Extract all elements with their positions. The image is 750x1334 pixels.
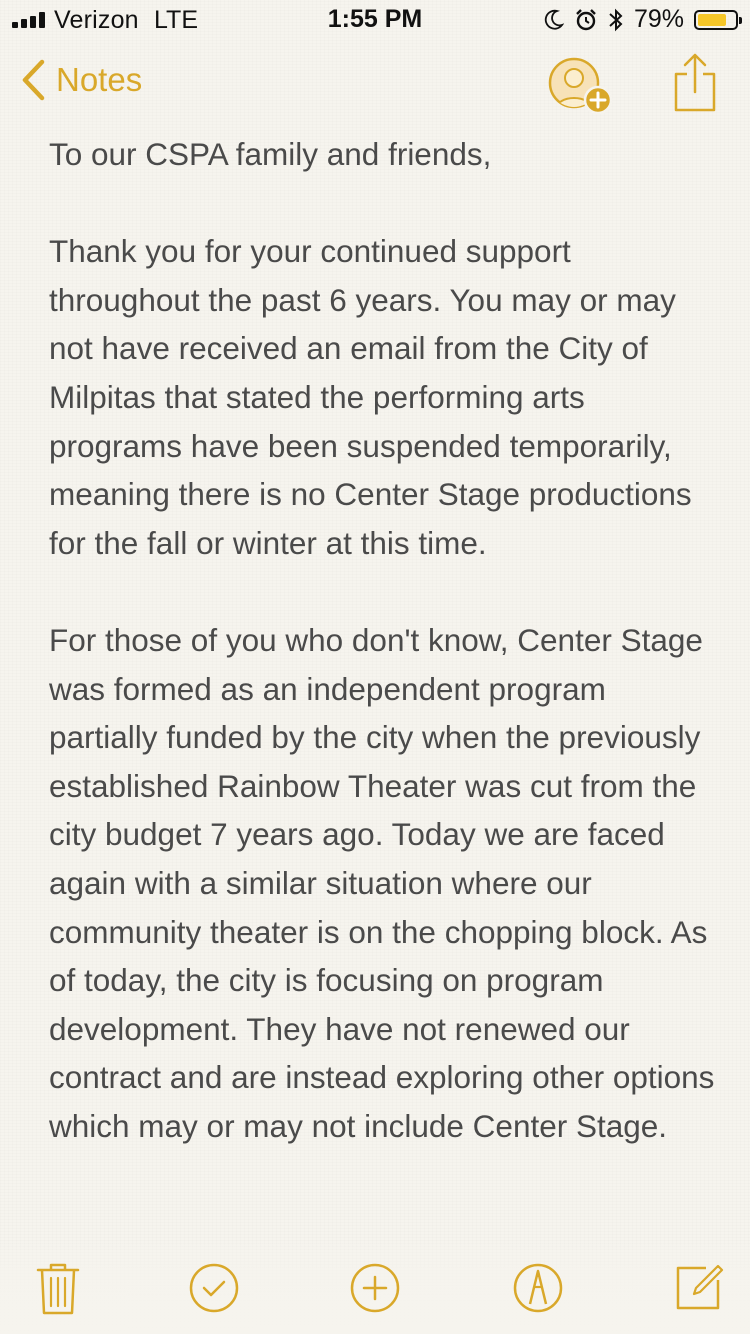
note-paragraph-greeting: To our CSPA family and friends,: [49, 136, 492, 172]
share-icon: [670, 52, 720, 114]
network-type: LTE: [154, 6, 198, 34]
nav-bar: [0, 48, 750, 128]
status-time: 1:55 PM: [327, 5, 423, 33]
add-person-icon: [546, 54, 616, 116]
status-icons: [544, 5, 738, 34]
checklist-icon: [186, 1260, 242, 1316]
carrier-name: Verizon: [54, 6, 139, 34]
status-bar: [0, 0, 750, 40]
battery-percent: 79%: [633, 5, 684, 33]
delete-button[interactable]: [30, 1260, 86, 1316]
add-button[interactable]: [347, 1260, 403, 1316]
battery-icon: [694, 10, 738, 30]
markup-icon: [510, 1260, 566, 1316]
moon-icon: [544, 9, 564, 31]
compose-button[interactable]: [672, 1260, 728, 1316]
share-button[interactable]: [670, 52, 720, 114]
bottom-toolbar: [0, 1240, 750, 1334]
checklist-button[interactable]: [186, 1260, 242, 1316]
battery-fill: [698, 14, 726, 26]
add-icon: [347, 1260, 403, 1316]
add-person-button[interactable]: [546, 54, 616, 114]
back-button-label: Notes: [56, 61, 143, 98]
note-body[interactable]: [49, 130, 719, 1270]
note-paragraph-history: For those of you who don't know, Center Stage was formed as an independent program partially funded by the city when the previously established Rainbow Theater was cut from the city budget 7 years ago. Today we are faced again with a similar situation where our community theater is on the chopping block. As of today, the city is focusing on program development. They have not renewed our contract and are instead exploring other options which may or may not include Center Stage.: [49, 621, 715, 1144]
compose-icon: [672, 1260, 728, 1316]
back-button[interactable]: [20, 58, 142, 102]
chevron-left-icon: [20, 58, 46, 102]
trash-icon: [30, 1260, 86, 1316]
bluetooth-icon: [608, 8, 624, 32]
note-paragraph-thanks: Thank you for your continued support throughout the past 6 years. You may or may not have received an email from the City of Milpitas that stated the performing arts programs have been suspended temporarily, meaning there is no Center Stage productions for the fall or winter at this time.: [49, 233, 692, 561]
alarm-icon: [574, 8, 598, 32]
markup-button[interactable]: [510, 1260, 566, 1316]
